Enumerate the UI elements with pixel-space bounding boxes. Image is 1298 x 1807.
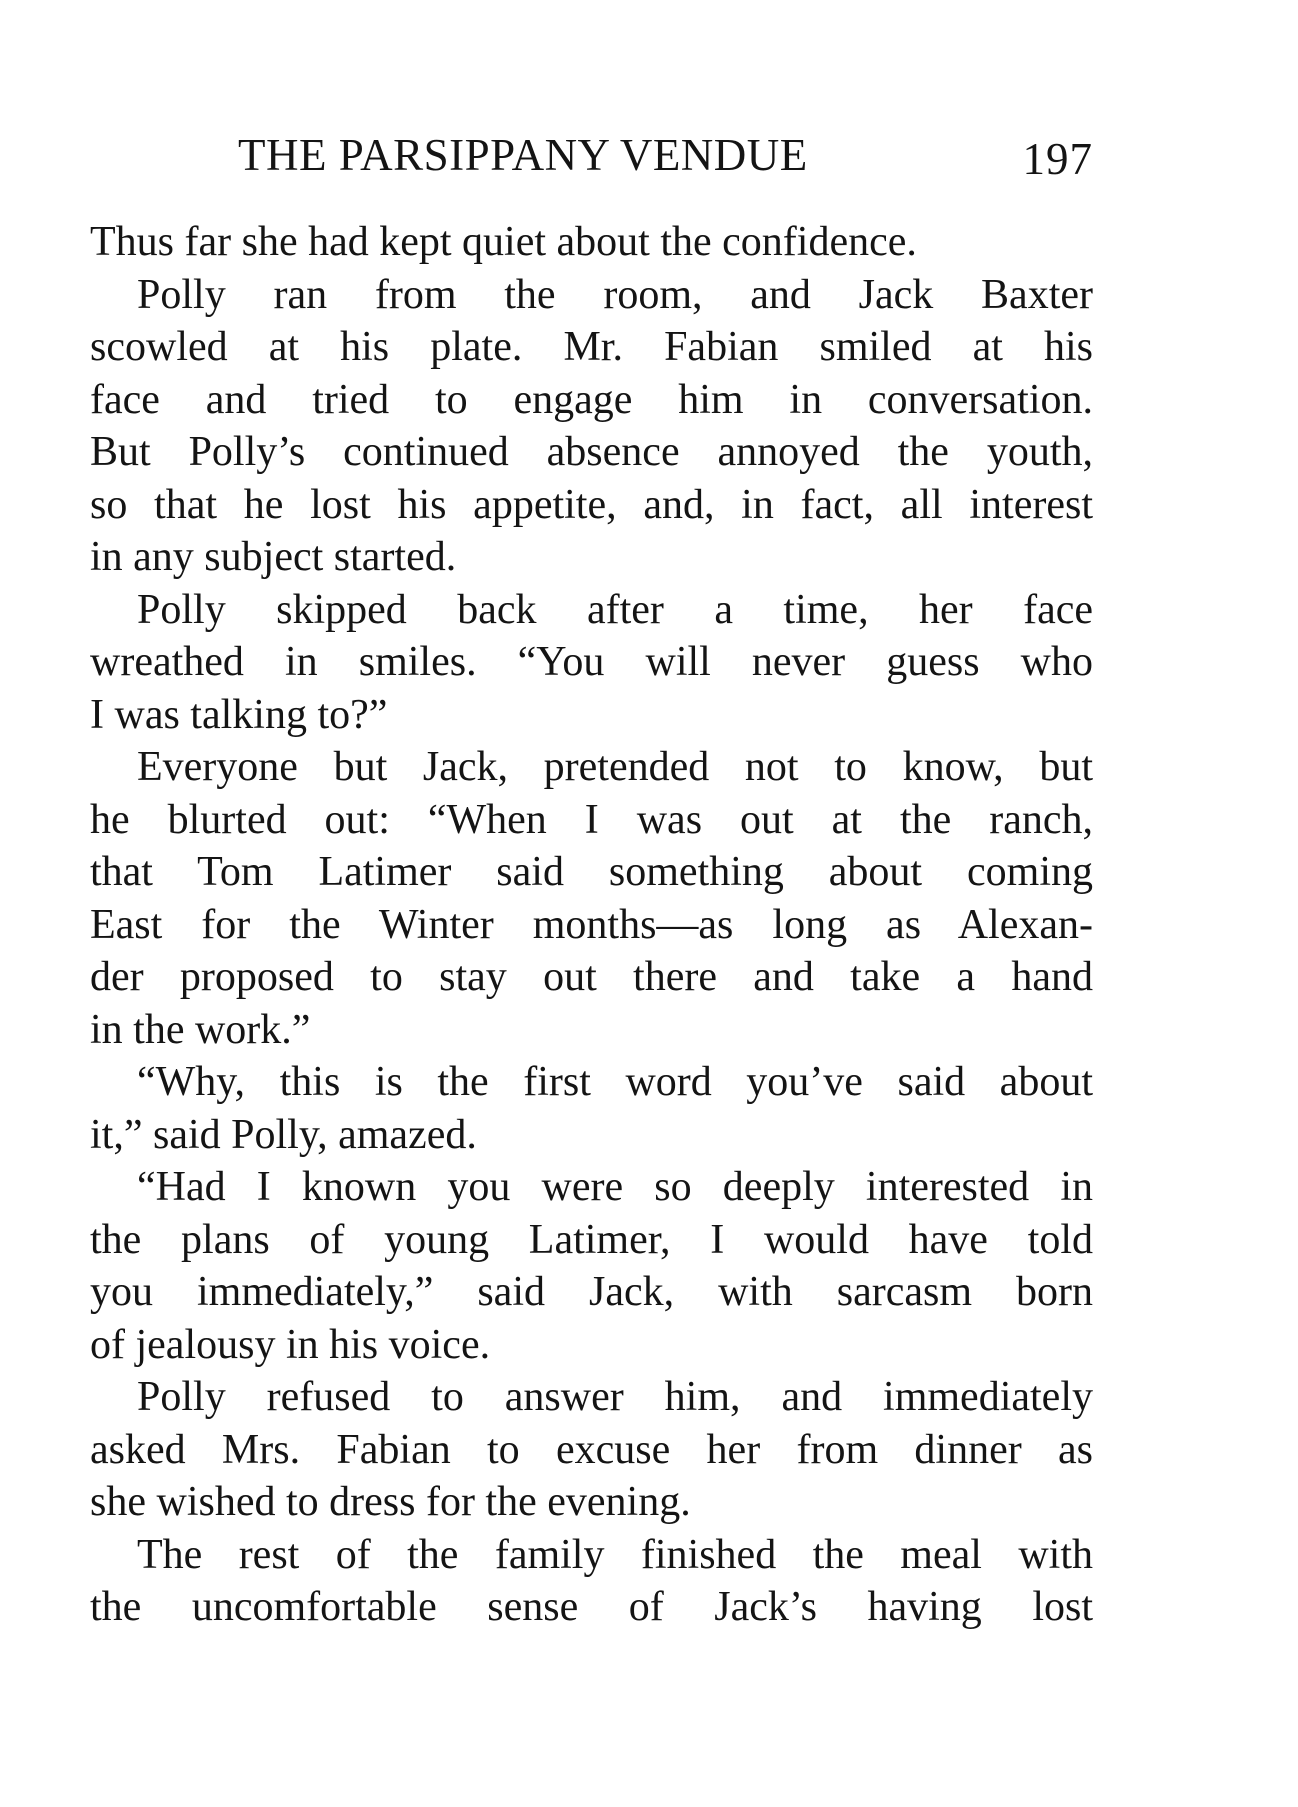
running-title: THE PARSIPPANY VENDUE bbox=[238, 130, 808, 180]
text-line: that Tom Latimer said something about coming bbox=[90, 849, 1093, 895]
text-line: Polly refused to answer him, and immediately bbox=[137, 1374, 1093, 1420]
text-line: asked Mrs. Fabian to excuse her from dinner as bbox=[90, 1426, 1093, 1473]
text-line: face and tried to engage him in conversation. bbox=[90, 376, 1093, 423]
paragraph bbox=[90, 1371, 1093, 1529]
text-line: in any subject started. bbox=[90, 534, 457, 580]
text-line: East for the Winter months—as long as Alexan- bbox=[90, 901, 1093, 948]
text-line: “Had I known you were so deeply interested in bbox=[137, 1164, 1093, 1210]
text-line: you immediately,” said Jack, with sarcasm born bbox=[90, 1269, 1093, 1315]
page-number: 197 bbox=[1022, 134, 1093, 184]
paragraph bbox=[90, 269, 1093, 584]
text-line: But Polly’s continued absence annoyed the youth, bbox=[90, 429, 1093, 475]
text-line: the uncomfortable sense of Jack’s having lost bbox=[90, 1584, 1093, 1630]
paragraph bbox=[90, 1056, 1093, 1161]
text-line: the plans of young Latimer, I would have told bbox=[90, 1216, 1093, 1263]
text-line: she wished to dress for the evening. bbox=[90, 1479, 691, 1525]
text-line: of jealousy in his voice. bbox=[90, 1321, 491, 1368]
paragraph bbox=[90, 741, 1093, 1056]
text-line: Everyone but Jack, pretended not to know, but bbox=[137, 744, 1093, 790]
text-line: I was talking to?” bbox=[90, 691, 388, 738]
text-line: in the work.” bbox=[90, 1006, 311, 1053]
body-text bbox=[90, 216, 1093, 1634]
text-line: Polly skipped back after a time, her face bbox=[137, 586, 1093, 633]
text-line: it,” said Polly, amazed. bbox=[90, 1111, 477, 1158]
paragraph bbox=[90, 584, 1093, 742]
text-line: Polly ran from the room, and Jack Baxter bbox=[137, 271, 1093, 318]
text-line: “Why, this is the first word you’ve said about bbox=[137, 1059, 1093, 1105]
running-head bbox=[90, 125, 1093, 185]
paragraph bbox=[90, 1529, 1093, 1634]
paragraph bbox=[90, 216, 1093, 269]
text-line: wreathed in smiles. “You will never guess who bbox=[90, 639, 1093, 685]
text-line: Thus far she had kept quiet about the confidence. bbox=[90, 219, 917, 265]
text-line: so that he lost his appetite, and, in fact, all interest bbox=[90, 481, 1093, 528]
text-line: scowled at his plate. Mr. Fabian smiled at his bbox=[90, 324, 1093, 370]
text-line: der proposed to stay out there and take a hand bbox=[90, 954, 1093, 1000]
paragraph bbox=[90, 1161, 1093, 1371]
text-line: he blurted out: “When I was out at the ranch, bbox=[90, 796, 1093, 843]
text-line: The rest of the family finished the meal with bbox=[137, 1531, 1093, 1578]
